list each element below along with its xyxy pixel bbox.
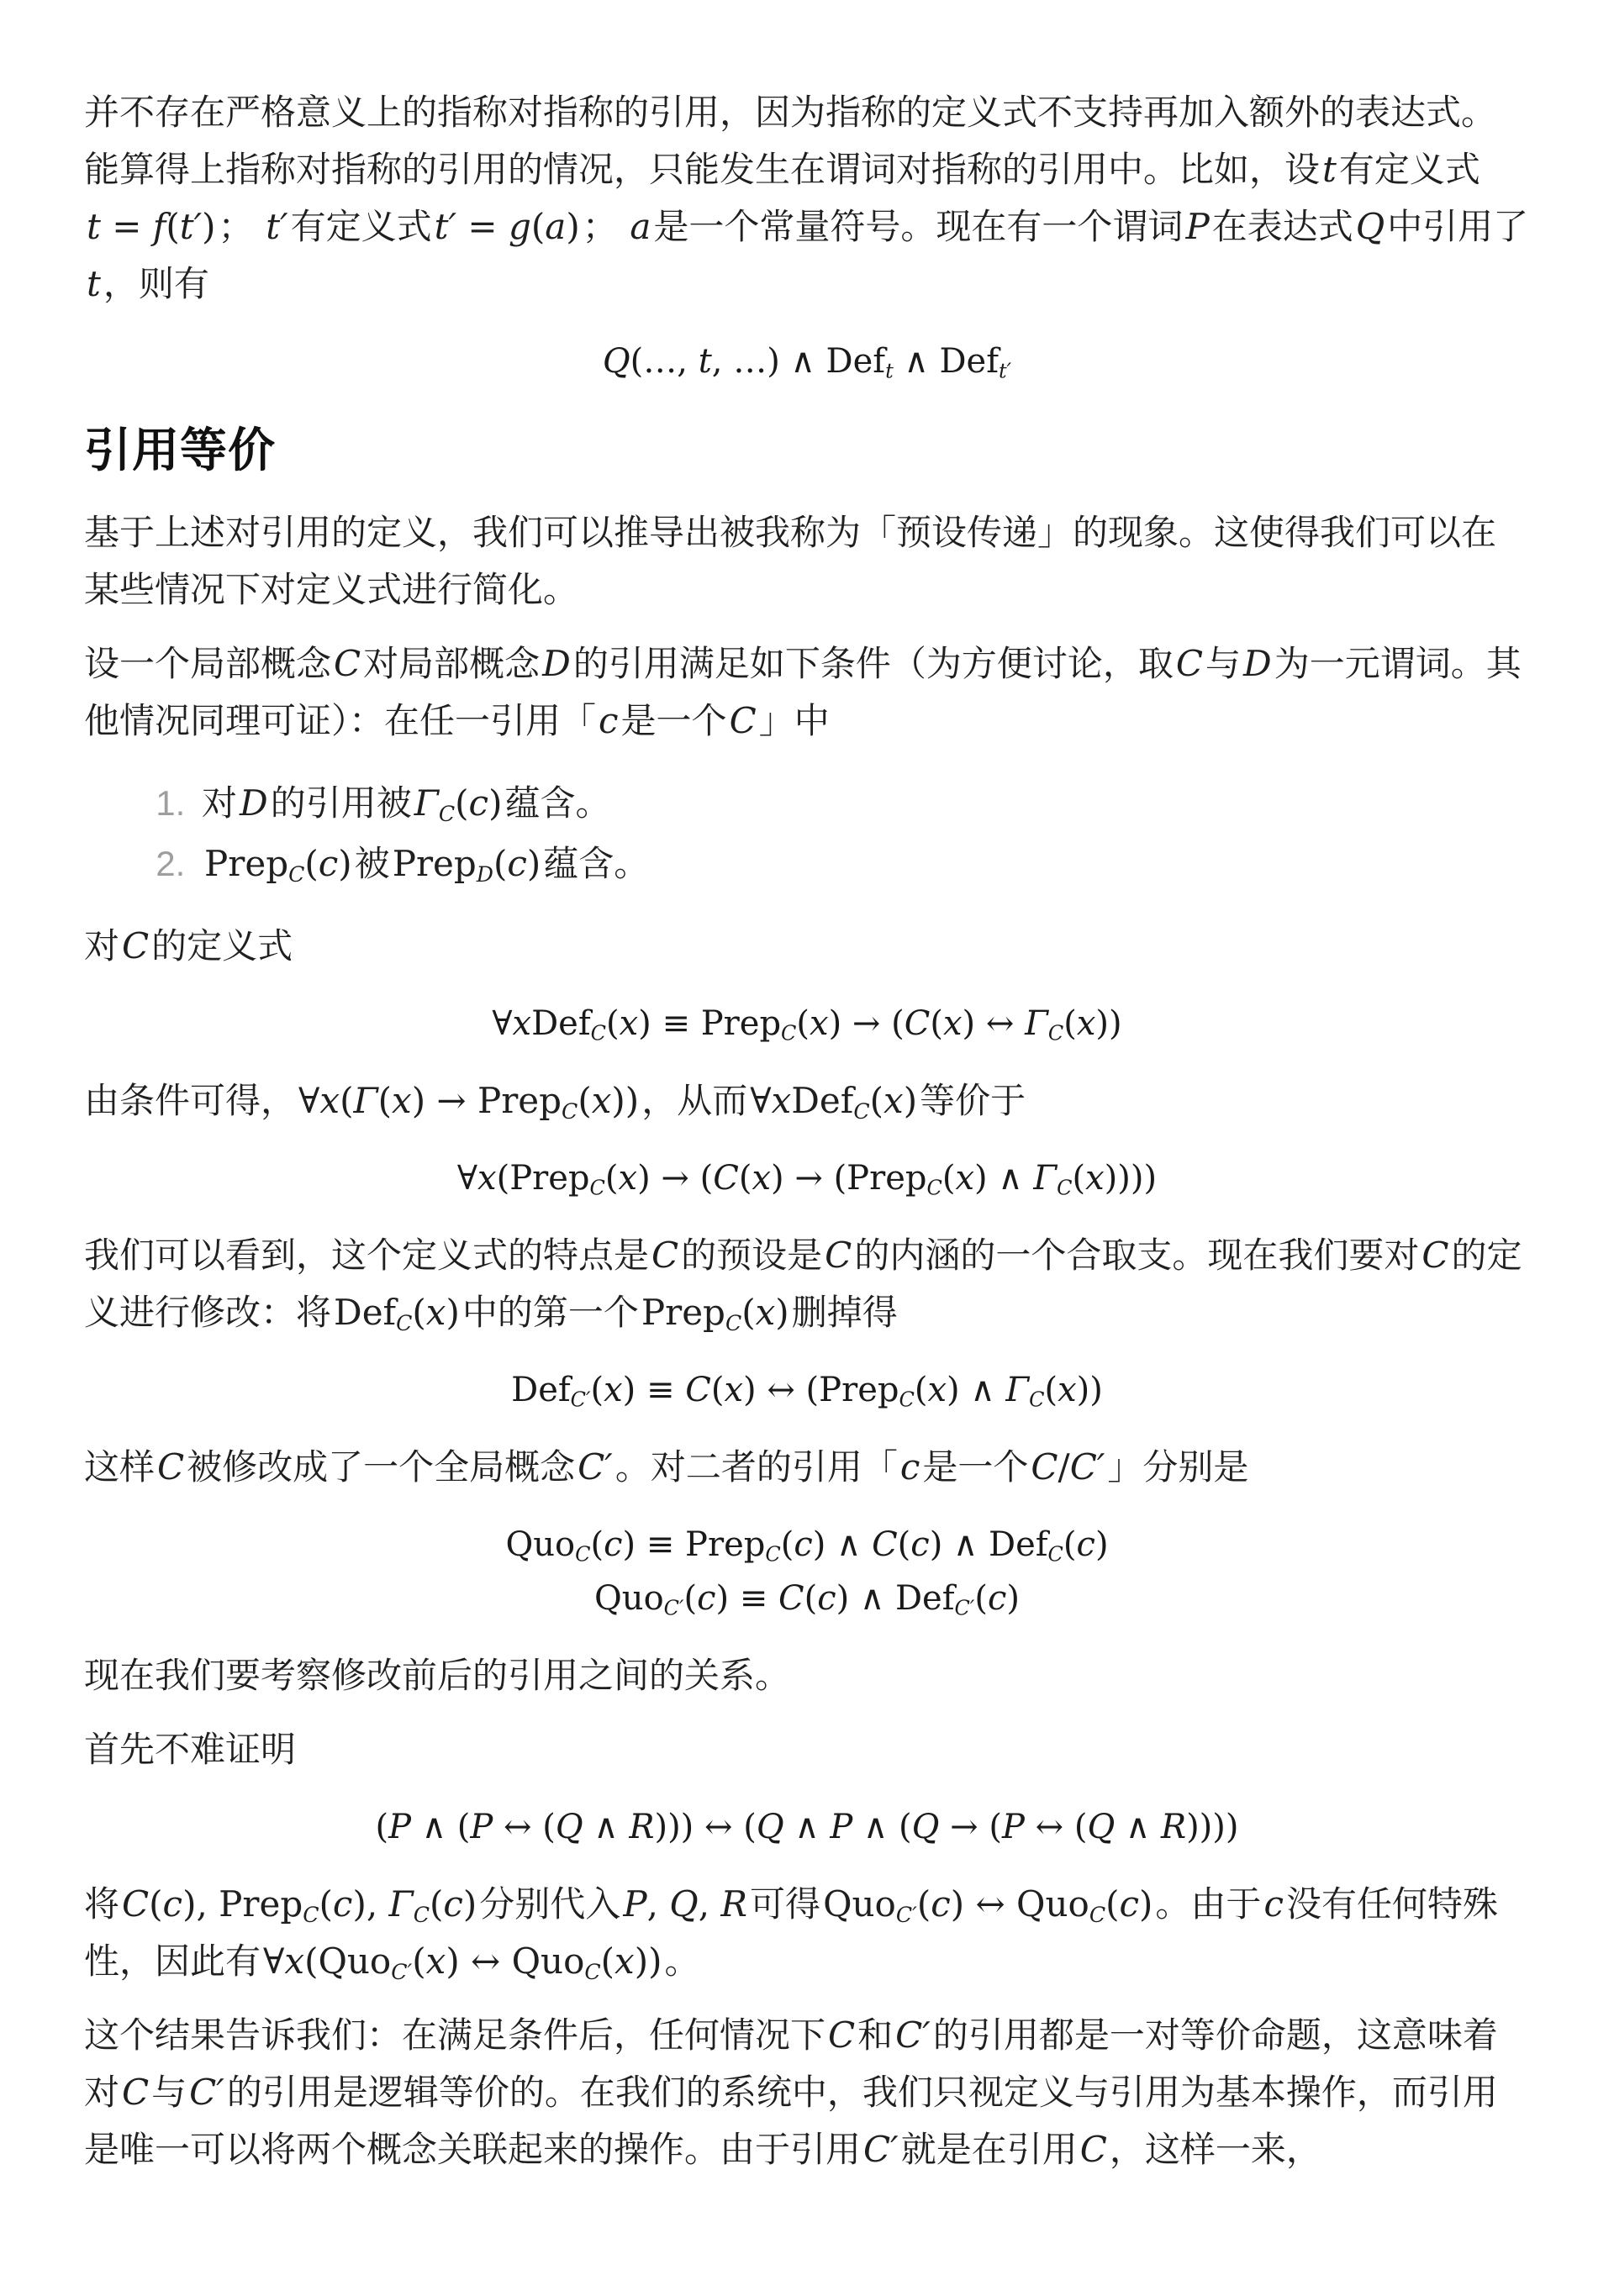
math-variable: C (1175, 643, 1204, 684)
math-variable: C (575, 1542, 591, 1567)
math-variable: C′ (578, 1446, 613, 1488)
math-variable: x (927, 1371, 947, 1409)
math-variable: C′ (1069, 1446, 1105, 1488)
inline-math (727, 700, 759, 741)
math-operator: Quo (594, 1579, 664, 1618)
math-variable: C′ (570, 1388, 591, 1412)
math-variable: C′ (895, 1903, 917, 1928)
math-operator: Prep (509, 1159, 590, 1198)
math-variable: c (1119, 1883, 1140, 1925)
paragraph: 将C(c), Prep$_C$(c), $\Gamma_C(c)$分别代入P, Q, R可得Quo$_{C'}$(c) ↔ Quo$_C$(c)。由于c没有任何特殊性，因此有∀x(Quo$_{C'}$(x) ↔ Quo$_C$(x))。 (84, 1883, 1498, 1985)
math-variable: P (623, 1883, 647, 1925)
inline-math (237, 782, 271, 824)
math-variable: Γ (1025, 1004, 1048, 1043)
math-variable: C (590, 1021, 606, 1045)
math-operator: Prep (641, 1292, 725, 1333)
math-variable: t (1322, 149, 1337, 190)
inline-math: t = f(t′) (87, 206, 216, 247)
inline-math (1261, 1883, 1286, 1925)
math-variable: Q (602, 342, 630, 381)
math-formula-line: ∀xDef$_C$(x) ≡ Prep$_C$(x) → (C(x) ↔ $\Gamma_C(x)$) (492, 1004, 1122, 1045)
math-formula (84, 1365, 1530, 1415)
math-variable: c (697, 1579, 716, 1618)
math-variable: x (319, 1080, 340, 1121)
math-formula (84, 998, 1530, 1049)
math-operator: Def (334, 1292, 397, 1333)
math-variable: C (828, 2014, 856, 2056)
math-variable: C (899, 1388, 915, 1412)
inline-math: P, Q, R (623, 1883, 748, 1925)
math-operator: Def (531, 1004, 591, 1043)
math-variable: x (955, 1159, 975, 1198)
inline-math (1241, 643, 1274, 684)
inline-math (627, 206, 653, 247)
math-variable: C (778, 1579, 804, 1618)
math-variable: c (794, 1525, 813, 1564)
inline-math (861, 2129, 901, 2170)
math-variable: Q (669, 1883, 699, 1925)
math-variable: C (438, 802, 456, 827)
math-formula (84, 1802, 1530, 1852)
math-variable: x (618, 1159, 638, 1198)
math-operator: Prep (685, 1525, 766, 1564)
math-variable: t (87, 263, 101, 304)
math-variable: Γ (1005, 1371, 1030, 1409)
math-variable: C (853, 1099, 870, 1124)
inline-math (893, 2014, 933, 2056)
math-variable: C (713, 1159, 739, 1198)
math-variable: C (685, 1371, 711, 1409)
math-operator: Prep (477, 1080, 562, 1121)
inline-math (649, 1235, 681, 1276)
math-variable: c (443, 1883, 463, 1925)
math-variable: C′ (954, 1596, 975, 1620)
math-variable: Q (911, 1808, 940, 1846)
paragraph: 这样C被修改成了一个全局概念C′。对二者的引用「c是一个C/C′」分别是 (84, 1446, 1249, 1488)
math-variable: C (288, 862, 305, 887)
math-variable: C (584, 1960, 601, 1985)
inline-math (596, 700, 621, 741)
inline-math (540, 643, 573, 684)
math-variable: C (1047, 1021, 1064, 1045)
math-formula-line: Q(…, t, …) ∧ Def$_t$ ∧ Def$_{t'}$ (602, 342, 1012, 383)
math-variable: x (425, 1292, 446, 1333)
math-variable: g (508, 206, 531, 247)
math-variable: D (240, 782, 268, 824)
math-variable: R (629, 1808, 655, 1846)
math-variable: c (604, 1525, 623, 1564)
inline-math: ∀x(Quo$_{C'}$(x) ↔ Quo$_C$(x)) (263, 1941, 662, 1985)
math-variable: a (630, 206, 651, 247)
math-variable: C (765, 1542, 781, 1567)
paragraph: 首先不难证明 (84, 1730, 297, 1769)
math-variable: c (507, 843, 527, 884)
math-variable: P (830, 1808, 853, 1846)
math-variable: c (162, 1883, 183, 1925)
math-variable: C (562, 1099, 578, 1124)
inline-math (825, 2014, 857, 2056)
math-variable: c (599, 700, 619, 741)
math-variable: C (651, 1235, 679, 1276)
math-variable: c (332, 1883, 353, 1925)
math-variable: x (284, 1941, 305, 1982)
inline-math (119, 2072, 151, 2113)
math-variable: t (698, 342, 712, 381)
paragraph: 设一个局部概念C对局部概念D的引用满足如下条件（为方便讨论，取C与D为一元谓词。其他情况同理可证）：在任一引用「c是一个C」中 (84, 643, 1522, 741)
inline-math (1078, 2129, 1110, 2170)
math-variable: c (931, 1883, 951, 1925)
math-variable: t (885, 359, 894, 383)
math-variable: x (512, 1004, 532, 1043)
math-variable: C (781, 1021, 797, 1045)
inline-math: t′ = g(a) (434, 206, 580, 247)
math-variable: c (1263, 1883, 1284, 1925)
math-variable: x (724, 1371, 743, 1409)
math-variable: t (87, 206, 101, 247)
math-variable: c (468, 782, 489, 824)
math-variable: C (157, 1446, 185, 1488)
inline-math (898, 1446, 923, 1488)
math-variable: x (1076, 1004, 1096, 1043)
math-variable: x (883, 1080, 904, 1121)
inline-math (331, 643, 363, 684)
inline-math: $\Gamma_C(c)$ (414, 782, 503, 827)
inline-math (1353, 206, 1387, 247)
math-variable: C (589, 1176, 605, 1200)
inline-math (575, 1446, 615, 1488)
inline-math (822, 1235, 854, 1276)
math-formula (84, 336, 1530, 387)
math-variable: t′ (999, 359, 1012, 383)
paragraph: 并不存在严格意义上的指称对指称的引用，因为指称的定义式不支持再加入额外的表达式。能算得上指称对指称的引用的情况，只能发生在谓词对指称的引用中。比如，设t有定义式t = f(t′)； t′有定义式t′ = g(a)； a是一个常量符号。现在有一个谓词P在表达式Q中引用了t，则有 (84, 92, 1529, 304)
math-variable: C (1047, 1542, 1063, 1567)
math-variable: C (413, 1903, 430, 1928)
math-formula-line: ∀x(Prep$_C$(x) → (C(x) → (Prep$_C$(x) ∧ $\Gamma_C(x)$))) (456, 1159, 1158, 1200)
math-variable: a (545, 206, 567, 247)
paragraph: 这个结果告诉我们：在满足条件后，任何情况下C和C′的引用都是一对等价命题，这意味着对C与C′的引用是逻辑等价的。在我们的系统中，我们只视定义与引用为基本操作，而引用是唯一可以将两个概念关联起来的操作。由于引用C′就是在引用C，这样一来， (84, 2014, 1498, 2170)
math-variable: C (303, 1903, 319, 1928)
ordered-list (84, 775, 1530, 893)
math-variable: x (942, 1004, 963, 1043)
math-variable: c (1076, 1525, 1095, 1564)
math-variable: Γ (353, 1080, 378, 1121)
inline-math (119, 925, 151, 966)
math-variable: C (122, 2072, 150, 2113)
math-variable: C (122, 1883, 150, 1925)
math-variable: C (1029, 1388, 1045, 1412)
math-operator: Prep (700, 1004, 782, 1043)
paragraph: 由条件可得，∀x(Γ(x) → Prep$_C$(x))，从而∀xDef$_C$(x)等价于 (84, 1080, 1026, 1124)
math-operator: Prep (219, 1883, 303, 1925)
math-variable: f (152, 206, 166, 247)
math-variable: P (1001, 1808, 1025, 1846)
inline-math (1174, 643, 1205, 684)
section-heading: 引用等价 (84, 424, 276, 477)
math-variable: x (1058, 1371, 1077, 1409)
math-variable: C′ (895, 2014, 931, 2056)
math-operator: Prep (847, 1159, 927, 1198)
math-variable: C (396, 1311, 413, 1336)
math-variable: Q (756, 1808, 784, 1846)
list-item: 1. 对D的引用被$\Gamma_C(c)$蕴含。 (195, 775, 1530, 832)
inline-math: C/C′ (1031, 1446, 1105, 1488)
inline-math: Def$_C$(x) (334, 1292, 460, 1336)
math-variable: c (910, 1525, 930, 1564)
math-variable: x (755, 1292, 776, 1333)
math-variable: x (619, 1004, 639, 1043)
math-variable: Q (555, 1808, 583, 1846)
math-variable: C (334, 643, 361, 684)
paragraph: 基于上述对引用的定义，我们可以推导出被我称为「预设传递」的现象。这使得我们可以在某些情况下对定义式进行简化。 (84, 513, 1497, 609)
math-variable: C (1057, 1176, 1073, 1200)
inline-math (263, 206, 290, 247)
math-variable: C (725, 1311, 742, 1336)
inline-math: Prep$_C$(x) (641, 1292, 789, 1336)
math-variable: P (388, 1808, 412, 1846)
math-variable: P (1185, 206, 1210, 247)
inline-math: ∀x(Γ(x) → Prep$_C$(x)) (298, 1080, 640, 1124)
math-variable: C′ (391, 1960, 413, 1985)
inline-math: Prep$_C$(c) (204, 843, 352, 887)
inline-math (155, 1446, 187, 1488)
math-variable: x (591, 1080, 612, 1121)
math-variable: c (817, 1579, 836, 1618)
math-variable: Γ (388, 1883, 414, 1925)
math-operator: Prep (204, 843, 289, 884)
inline-math: C(c), Prep$_C$(c), $\Gamma_C(c)$ (122, 1883, 477, 1928)
math-variable: x (425, 1941, 446, 1982)
math-variable: x (477, 1159, 497, 1198)
math-variable: C′ (863, 2129, 899, 2170)
math-variable: x (771, 1080, 792, 1121)
inline-math: Prep$_D$(c) (392, 843, 541, 887)
math-variable: x (614, 1941, 635, 1982)
math-operator: Def (989, 1525, 1048, 1564)
math-variable: Q (1087, 1808, 1116, 1846)
math-variable: C (729, 700, 757, 741)
math-variable: x (392, 1080, 412, 1121)
inline-math: Quo$_{C'}$(c) ↔ Quo$_C$(c) (823, 1883, 1153, 1928)
math-variable: c (987, 1579, 1007, 1618)
math-variable: Γ (414, 782, 439, 824)
inline-math (1183, 206, 1211, 247)
math-variable: C (904, 1004, 931, 1043)
math-variable: C (122, 925, 150, 966)
math-variable: C (1031, 1446, 1058, 1488)
math-variable: P (470, 1808, 493, 1846)
inline-math (187, 2072, 227, 2113)
math-operator: Def (825, 342, 886, 381)
math-variable: C (1089, 1903, 1106, 1928)
math-variable: R (720, 1883, 748, 1925)
math-operator: Quo (505, 1525, 576, 1564)
math-variable: C (872, 1525, 898, 1564)
math-formula-line: Def$_{C'}$(x) ≡ C(x) ↔ (Prep$_C$(x) ∧ $\Gamma_C(x)$) (511, 1371, 1103, 1412)
math-variable: c (318, 843, 339, 884)
math-formula (84, 1519, 1530, 1624)
list-item: 2. Prep$_C$(c)被Prep$_D$(c)蕴含。 (195, 835, 1530, 893)
math-variable: D (542, 643, 571, 684)
paragraph: 我们可以看到，这个定义式的特点是C的预设是C的内涵的一个合取支。现在我们要对C的定义进行修改：将Def$_C$(x)中的第一个Prep$_C$(x)删掉得 (84, 1235, 1522, 1336)
math-variable: C′ (663, 1596, 684, 1620)
math-variable: x (604, 1371, 623, 1409)
math-variable: C (825, 1235, 852, 1276)
math-formula-line: (P ∧ (P ↔ (Q ∧ R))) ↔ (Q ∧ P ∧ (Q → (P ↔ (Q ∧ R)))) (375, 1808, 1239, 1846)
math-operator: Def (511, 1371, 571, 1409)
math-variable: C′ (189, 2072, 224, 2113)
math-formula (84, 1153, 1530, 1203)
math-operator: Def (894, 1579, 955, 1618)
math-variable: Q (1355, 206, 1385, 247)
math-operator: Quo (511, 1941, 585, 1982)
paragraph: 现在我们要考察修改前后的引用之间的关系。 (84, 1656, 791, 1695)
paragraph: 对C的定义式 (84, 925, 293, 966)
math-variable: Γ (1033, 1159, 1058, 1198)
inline-math (1320, 149, 1339, 190)
math-variable: x (752, 1159, 772, 1198)
math-operator: Quo (1016, 1883, 1089, 1925)
math-variable: t′ (266, 206, 288, 247)
math-variable: D (1243, 643, 1272, 684)
math-operator: Def (939, 342, 1000, 381)
math-formula-line: Quo$_{C'}$(c) ≡ C(c) ∧ Def$_{C'}$(c) (594, 1579, 1020, 1620)
inline-math (84, 263, 103, 304)
math-variable: t′ (434, 206, 457, 247)
math-variable: x (1085, 1159, 1105, 1198)
math-variable: C (1421, 1235, 1449, 1276)
math-variable: R (1160, 1808, 1187, 1846)
inline-math: ∀xDef$_C$(x) (750, 1080, 918, 1124)
inline-math (1419, 1235, 1451, 1276)
math-variable: C (1079, 2129, 1107, 2170)
math-variable: C (926, 1176, 942, 1200)
math-variable: x (810, 1004, 829, 1043)
math-operator: Quo (823, 1883, 896, 1925)
math-variable: t′ (179, 206, 203, 247)
math-operator: Prep (819, 1371, 899, 1409)
math-formula-line: Quo$_C$(c) ≡ Prep$_C$(c) ∧ C(c) ∧ Def$_C$(c) (505, 1525, 1109, 1567)
math-variable: D (476, 862, 493, 887)
math-operator: Prep (392, 843, 477, 884)
math-variable: c (899, 1446, 920, 1488)
math-operator: Def (791, 1080, 854, 1121)
math-operator: Quo (318, 1941, 392, 1982)
